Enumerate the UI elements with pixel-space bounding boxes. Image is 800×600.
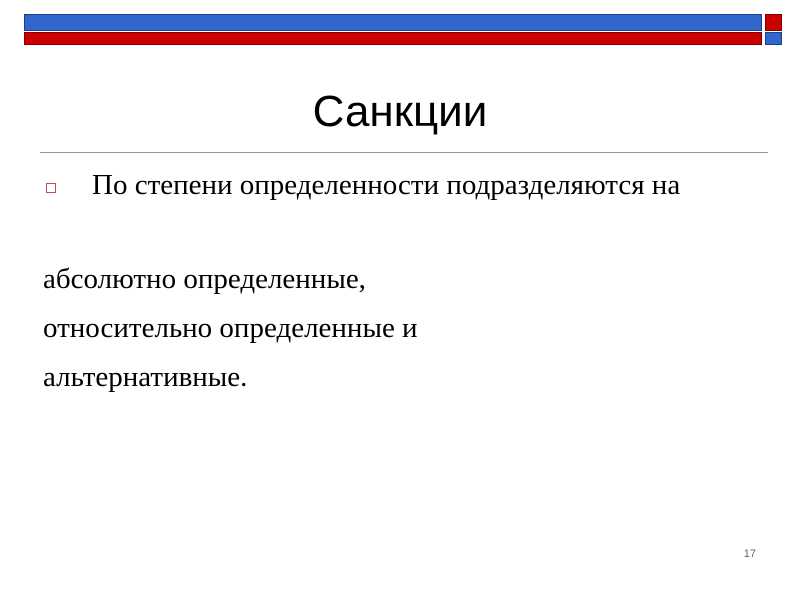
square-bullet-icon <box>46 183 56 193</box>
content-line-1: абсолютно определенные, <box>43 263 366 295</box>
bullet-text: По степени определенности подразделяются на <box>92 169 681 201</box>
header-bar-red <box>24 32 762 45</box>
content-line-3: альтернативные. <box>43 361 248 393</box>
page-number: 17 <box>743 548 756 560</box>
header-square-red <box>765 14 782 31</box>
header-bar-blue <box>24 14 762 31</box>
content-line-2: относительно определенные и <box>43 312 418 344</box>
header-square-blue <box>765 32 782 45</box>
title-divider <box>40 152 768 153</box>
slide-title: Санкции <box>312 87 488 136</box>
